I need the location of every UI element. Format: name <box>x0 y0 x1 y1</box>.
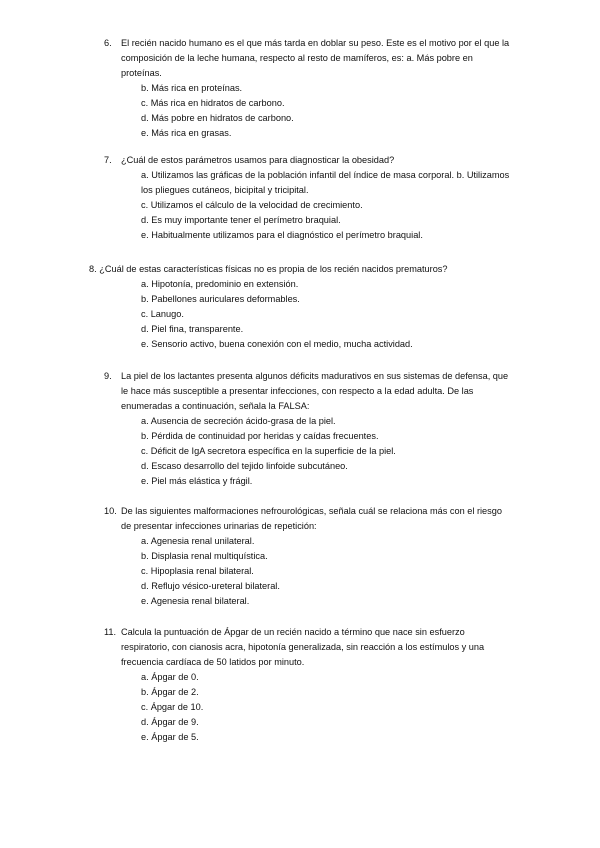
question-11 <box>0 625 600 745</box>
question-6 <box>0 36 600 141</box>
question-7 <box>0 153 600 243</box>
option-item: d. Escaso desarrollo del tejido linfoide subcutáneo. <box>141 461 348 471</box>
option-item: a. Ausencia de secreción ácido-grasa de la piel. <box>141 416 336 426</box>
option-item: c. Utilizamos el cálculo de la velocidad de crecimiento. <box>141 200 363 210</box>
question-text: Calcula la puntuación de Ápgar de un recién nacido a término que nace sin esfuerzo respiratorio, con cianosis acra, hipotonía generalizada, sin reacción a los estímulos y una frecuencia cardíaca de 50 latidos por minuto. <box>121 627 485 667</box>
option-list <box>0 534 600 609</box>
option-list <box>0 81 600 141</box>
option-item: e. Más rica en grasas. <box>141 128 232 138</box>
option-item: c. Lanugo. <box>141 309 184 319</box>
question-text: ¿Cuál de estos parámetros usamos para diagnosticar la obesidad? <box>121 155 395 165</box>
option-item: b. Más rica en proteínas. <box>141 83 243 93</box>
option-item: b. Pérdida de continuidad por heridas y caídas frecuentes. <box>141 431 379 441</box>
question-stem <box>0 625 511 670</box>
question-stem <box>0 262 560 277</box>
question-text: El recién nacido humano es el que más tarda en doblar su peso. Este es el motivo por el que la composición de la leche humana, respecto al resto de mamíferos, es: a. Más pobre en proteínas. <box>121 38 510 78</box>
option-item: b. Ápgar de 2. <box>141 687 199 697</box>
option-item: c. Ápgar de 10. <box>141 702 204 712</box>
question-number: 11. <box>104 627 117 637</box>
option-item: a. Utilizamos las gráficas de la población infantil del índice de masa corporal. b. Utilizamos los pliegues cutáneos, bicipital y tricipital. <box>141 170 510 195</box>
option-item: c. Déficit de IgA secretora específica en la superficie de la piel. <box>141 446 396 456</box>
option-item: c. Hipoplasia renal bilateral. <box>141 566 254 576</box>
question-number: 9. <box>104 371 112 381</box>
question-stem <box>0 504 511 534</box>
option-list <box>0 670 600 745</box>
option-item: e. Habitualmente utilizamos para el diagnóstico el perímetro braquial. <box>141 230 423 240</box>
question-stem <box>0 369 511 414</box>
question-number: 6. <box>104 38 112 48</box>
question-9 <box>0 369 600 489</box>
question-text: De las siguientes malformaciones nefrourológicas, señala cuál se relaciona más con el riesgo de presentar infecciones urinarias de repetición: <box>121 506 502 531</box>
option-item: e. Ápgar de 5. <box>141 732 199 742</box>
question-text: La piel de los lactantes presenta algunos déficits madurativos en sus sistemas de defensa, que le hace más susceptible a presentar infecciones, con respecto a la edad adulta. De las enumeradas a continuación, señala la FALSA: <box>121 371 509 411</box>
option-item: d. Es muy importante tener el perímetro braquial. <box>141 215 341 225</box>
option-list <box>0 168 600 243</box>
option-list <box>0 414 600 489</box>
option-item: b. Displasia renal multiquística. <box>141 551 268 561</box>
question-text: ¿Cuál de estas características físicas no es propia de los recién nacidos prematuros? <box>99 264 448 274</box>
question-8 <box>0 262 600 352</box>
option-item: e. Agenesia renal bilateral. <box>141 596 250 606</box>
option-list <box>0 277 600 352</box>
question-number: 7. <box>104 155 112 165</box>
option-item: e. Sensorio activo, buena conexión con el medio, mucha actividad. <box>141 339 413 349</box>
question-stem <box>0 36 511 81</box>
question-10 <box>0 504 600 609</box>
question-number: 10. <box>104 506 117 516</box>
option-item: c. Más rica en hidratos de carbono. <box>141 98 285 108</box>
question-stem <box>0 153 511 168</box>
option-item: d. Más pobre en hidratos de carbono. <box>141 113 294 123</box>
option-item: a. Ápgar de 0. <box>141 672 199 682</box>
question-number: 8. <box>89 264 97 274</box>
option-item: a. Hipotonía, predominio en extensión. <box>141 279 299 289</box>
option-item: d. Piel fina, transparente. <box>141 324 244 334</box>
option-item: e. Piel más elástica y frágil. <box>141 476 253 486</box>
option-item: b. Pabellones auriculares deformables. <box>141 294 300 304</box>
option-item: d. Ápgar de 9. <box>141 717 199 727</box>
option-item: d. Reflujo vésico-ureteral bilateral. <box>141 581 280 591</box>
option-item: a. Agenesia renal unilateral. <box>141 536 255 546</box>
